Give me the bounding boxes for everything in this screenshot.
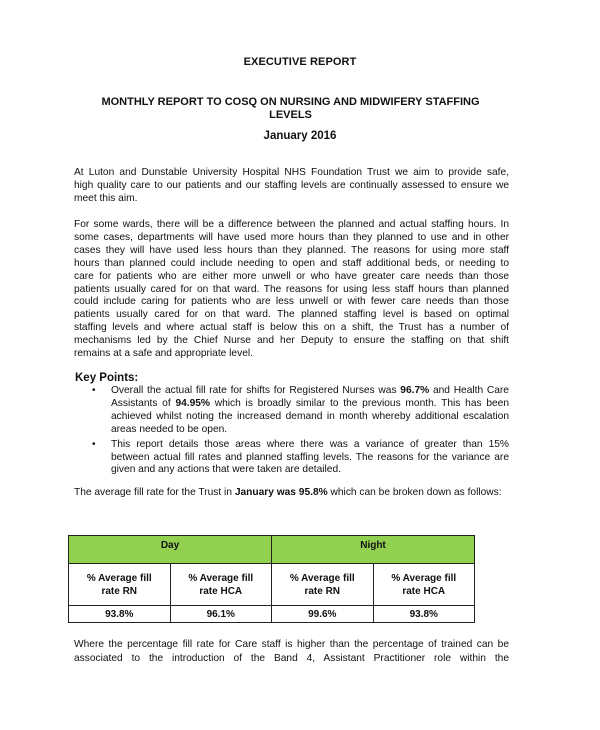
table-cell: 93.8% (373, 606, 475, 623)
table-cell: 93.8% (69, 606, 171, 623)
day-header: Day (69, 536, 272, 564)
column-header-line: % Average fill (391, 572, 457, 584)
column-header-line: rate HCA (402, 585, 446, 597)
document-type-heading: EXECUTIVE REPORT (243, 56, 357, 68)
bullet-text (111, 385, 509, 435)
closing-paragraph (74, 638, 509, 665)
intro-paragraph (74, 167, 509, 206)
wards-line: patients usually cared for on that ward. The reasons for using less staff hours than planned (74, 283, 509, 295)
column-header-line: % Average fill (289, 572, 355, 584)
wards-line: staffing levels and where actual staff is below this on a shift, the Trust has a number of (74, 322, 509, 334)
report-title-line-1: MONTHLY REPORT TO COSQ ON NURSING AND MIDWIFERY STAFFING (101, 96, 480, 108)
list-item (92, 385, 509, 437)
column-header (373, 564, 475, 606)
list-item (92, 439, 509, 478)
table-row (69, 606, 475, 623)
closing-line: associated to the introduction of the Band 4, Assistant Practitioner role within the (74, 652, 509, 664)
rn-fill-rate: 96.7% (400, 385, 430, 396)
column-header-line: % Average fill (86, 572, 152, 584)
wards-line: care for patients who are either more unwell or who have greater care needs than those (74, 270, 509, 282)
column-header (170, 564, 272, 606)
bullet-icon: • (92, 385, 96, 396)
night-header: Night (272, 536, 475, 564)
table-row (69, 536, 475, 564)
table-row (69, 564, 475, 606)
column-header-line: rate HCA (199, 585, 243, 597)
wards-line: patients usually cared for on that ward. The planned staffing level is based on optimal (74, 309, 509, 321)
average-text-part: The average fill rate for the Trust in (74, 487, 235, 498)
intro-line: high quality care to our patients and our staffing levels are continually assessed to ensure we (74, 179, 509, 191)
key-points-heading: Key Points: (75, 372, 139, 384)
average-fill-value: January was 95.8% (234, 487, 328, 498)
fill-rate-table (68, 535, 475, 623)
wards-line: cases they will have used less hours than they planned. The reasons for using more staff (74, 244, 509, 256)
bullet-text-part: and Health Care Assistants of (111, 385, 509, 409)
column-header-line: rate RN (101, 585, 138, 597)
wards-line: hours than planned could include needing to open and staff additional beds, or needing to (74, 257, 509, 269)
bullet-text-part: Overall the actual fill rate for shifts for Registered Nurses was (111, 385, 401, 396)
intro-line: At Luton and Dunstable University Hospital NHS Foundation Trust we aim to provide safe, (74, 167, 509, 178)
report-title (74, 96, 507, 121)
bullet-icon: • (92, 438, 96, 450)
report-date: January 2016 (263, 130, 337, 142)
bullet-text-part: which is broadly similar to the previous month. This has been achieved whilst noting the increased demand in month whereby additional escalation areas needed to be open. (111, 397, 509, 435)
average-fill-paragraph (74, 487, 509, 500)
wards-line: some cases, departments will have used more hours than they planned to use and in other (74, 231, 509, 243)
closing-line: Where the percentage fill rate for Care staff is higher than the percentage of trained can be (74, 639, 509, 650)
intro-line: meet this aim. (74, 192, 138, 204)
key-points-list (92, 385, 509, 479)
column-header (69, 564, 171, 606)
hca-fill-rate: 94.95% (175, 397, 210, 409)
report-title-line-2: LEVELS (269, 108, 312, 121)
average-text-part: which can be broken down as follows: (327, 487, 502, 498)
bullet-text: This report details those areas where there was a variance of greater than 15% between actual fill rates and planned staffing levels. The reasons for the variance are given and any actions that were taken are detailed. (111, 438, 509, 476)
column-header-line: % Average fill (188, 572, 254, 584)
column-header (272, 564, 374, 606)
column-header-line: rate RN (304, 585, 341, 597)
wards-paragraph (74, 219, 509, 361)
wards-line: remains at a safe and appropriate level. (74, 348, 253, 360)
wards-line: could include caring for patients who are less unwell or with fewer care needs than those (74, 296, 509, 308)
table-cell: 99.6% (272, 606, 374, 623)
wards-line: mechanisms led by the Chief Nurse and her Deputy to ensure the staffing on that shift (74, 335, 509, 347)
wards-line: For some wards, there will be a difference between the planned and actual staffing hours. In (74, 219, 509, 230)
table-cell: 96.1% (170, 606, 272, 623)
